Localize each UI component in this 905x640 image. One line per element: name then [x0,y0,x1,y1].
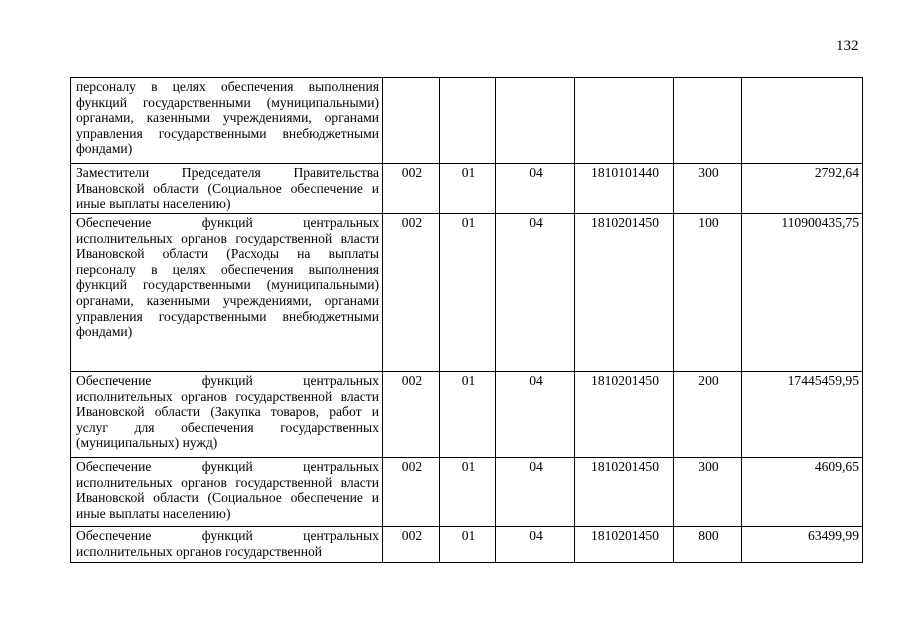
subsection-code: 04 [496,164,575,214]
section-code: 01 [440,527,496,563]
target-article-code: 1810201450 [575,458,674,527]
target-article-code: 1810201450 [575,372,674,458]
subsection-code: 04 [496,372,575,458]
subsection-code: 04 [496,527,575,563]
section-code: 01 [440,372,496,458]
section-code [440,78,496,164]
row-description: Обеспечение функций центральных исполнительных органов государственной власти Ивановской области (Социальное обеспечение и иные выплаты населению) [71,458,383,527]
target-article-code [575,78,674,164]
ministry-code: 002 [383,527,440,563]
ministry-code: 002 [383,164,440,214]
expense-type-code: 100 [674,214,742,372]
row-description: Обеспечение функций центральных исполнительных органов государственной власти Ивановской области (Расходы на выплаты персоналу в целях обеспечения выполнения функций государственными (муниципальными) органами, казенными учреждениями, органами управления государственными внебюджетными фондами) [71,214,383,372]
expense-type-code: 300 [674,164,742,214]
target-article-code: 1810101440 [575,164,674,214]
row-description: Заместители Председателя Правительства Ивановской области (Социальное обеспечение и иные выплаты населению) [71,164,383,214]
table-row [71,527,863,563]
row-description: Обеспечение функций центральных исполнительных органов государственной [71,527,383,563]
table-row [71,164,863,214]
target-article-code: 1810201450 [575,527,674,563]
subsection-code: 04 [496,458,575,527]
section-code: 01 [440,214,496,372]
expense-type-code: 300 [674,458,742,527]
target-article-code: 1810201450 [575,214,674,372]
page-number: 132 [836,38,859,54]
section-code: 01 [440,164,496,214]
ministry-code: 002 [383,372,440,458]
amount: 2792,64 [742,164,863,214]
table-row [71,372,863,458]
subsection-code: 04 [496,214,575,372]
ministry-code [383,78,440,164]
amount [742,78,863,164]
budget-table [70,77,863,563]
amount: 4609,65 [742,458,863,527]
amount: 63499,99 [742,527,863,563]
subsection-code [496,78,575,164]
expense-type-code: 200 [674,372,742,458]
expense-type-code [674,78,742,164]
amount: 110900435,75 [742,214,863,372]
row-description: персоналу в целях обеспечения выполнения функций государственными (муниципальными) органами, казенными учреждениями, органами управления государственными внебюджетными фондами) [71,78,383,164]
table-row [71,214,863,372]
row-description: Обеспечение функций центральных исполнительных органов государственной власти Ивановской области (Закупка товаров, работ и услуг для обеспечения государственных (муниципальных) нужд) [71,372,383,458]
amount: 17445459,95 [742,372,863,458]
section-code: 01 [440,458,496,527]
ministry-code: 002 [383,214,440,372]
table-row [71,458,863,527]
ministry-code: 002 [383,458,440,527]
table-row [71,78,863,164]
expense-type-code: 800 [674,527,742,563]
